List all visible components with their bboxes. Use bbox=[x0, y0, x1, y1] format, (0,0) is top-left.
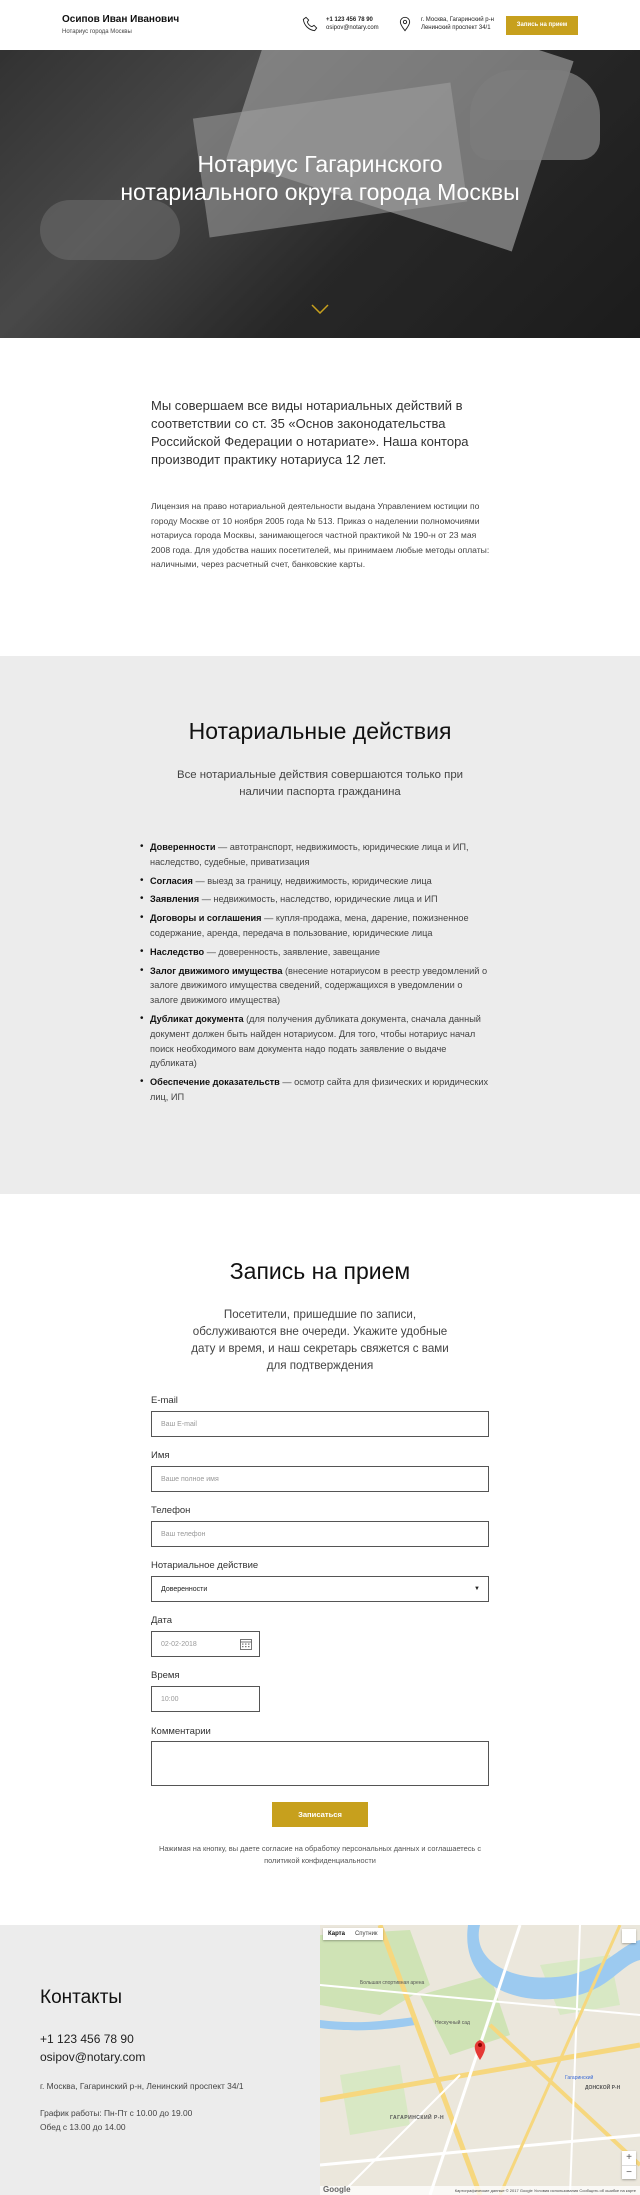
map-tab-satellite[interactable]: Спутник bbox=[354, 1931, 378, 1937]
map-widget[interactable] bbox=[320, 1925, 640, 2195]
booking-section bbox=[0, 1194, 640, 1925]
notary-name: Осипов Иван Иванович bbox=[62, 14, 180, 25]
hero-title: Нотариус Гагаринского нотариального округа города Москвы bbox=[120, 151, 520, 205]
comment-textarea[interactable] bbox=[151, 1741, 489, 1786]
actions-subtitle: Все нотариальные действия совершаются только при наличии паспорта гражданина bbox=[176, 769, 464, 798]
action-term: Согласия bbox=[150, 875, 193, 886]
bullet-icon: • bbox=[140, 1012, 144, 1024]
map-label-gagarinsky: Гагаринский bbox=[565, 2075, 594, 2081]
action-list-item bbox=[140, 911, 492, 941]
map-attribution: Картографические данные © 2017 Google Условия использования Сообщить об ошибке на карте bbox=[320, 2186, 640, 2195]
booking-title: Запись на прием bbox=[229, 1258, 411, 1284]
contacts-phone[interactable]: +1 123 456 78 90 bbox=[40, 2032, 134, 2046]
comment-label: Комментарии bbox=[151, 1726, 211, 1737]
action-list-item bbox=[140, 964, 492, 1008]
notary-subtitle: Нотариус города Москвы bbox=[62, 29, 132, 35]
contacts-hours: График работы: Пн-Пт с 10.00 до 19.00 bbox=[40, 2108, 193, 2118]
map-canvas[interactable] bbox=[320, 1925, 640, 2195]
site-header bbox=[0, 0, 640, 50]
action-list-item bbox=[140, 945, 492, 960]
name-field[interactable]: Ваше полное имя bbox=[151, 1466, 489, 1492]
booking-subtitle: Посетители, пришедшие по записи, обслуживаются вне очереди. Укажите удобные дату и время, и наш секретарь свяжется с вами для подтверждения bbox=[191, 1308, 449, 1372]
contacts-title: Контакты bbox=[40, 1987, 123, 2008]
hero-section bbox=[0, 50, 640, 338]
action-description: — автотранспорт, недвижимость, юридические лица и ИП, наследство, судебные, приватизация bbox=[150, 842, 469, 867]
action-list-item bbox=[140, 874, 492, 889]
action-select-label: Нотариальное действие bbox=[151, 1560, 259, 1571]
actions-list bbox=[140, 840, 492, 1109]
date-placeholder: 02-02-2018 bbox=[161, 1640, 197, 1648]
map-label-garden: Нескучный сад bbox=[435, 2020, 470, 2026]
map-tab-map[interactable]: Карта bbox=[328, 1931, 345, 1937]
action-term: Обеспечение доказательств bbox=[150, 1077, 280, 1088]
chevron-down-icon[interactable] bbox=[311, 304, 329, 314]
contacts-email[interactable]: osipov@notary.com bbox=[40, 2050, 146, 2064]
action-description: — купля-продажа, мена, дарение, пожизненное содержание, аренда, передача в пользование, юридические лица bbox=[150, 913, 469, 938]
action-term: Наследство bbox=[150, 946, 205, 957]
action-term: Залог движимого имущества bbox=[150, 965, 283, 976]
bullet-icon: • bbox=[140, 893, 144, 905]
header-address-line2: Ленинский проспект 34/1 bbox=[421, 25, 491, 31]
action-term: Договоры и соглашения bbox=[150, 913, 262, 924]
action-term: Заявления bbox=[150, 894, 200, 905]
action-description: — осмотр сайта для физических и юридических лиц, ИП bbox=[150, 1077, 489, 1102]
email-label: E-mail bbox=[151, 1395, 178, 1406]
map-label-arena: Большая спортивная арена bbox=[360, 1980, 425, 1986]
phone-label: Телефон bbox=[151, 1505, 191, 1516]
date-field[interactable] bbox=[151, 1631, 260, 1657]
contacts-section bbox=[0, 1925, 320, 2195]
action-list-item bbox=[140, 840, 492, 870]
about-license-text: Лицензия на право нотариальной деятельности выдана Управлением юстиции по городу Москве от 10 ноября 2005 года № 513. Приказ о наделении полномочиями нотариуса города Москвы, занимающегося частной практикой № 190-н от 23 мая 2008 года. Для удобства наших посетителей, мы принимаем любые методы оплаты: наличными, через расчетный счет, банковские карты. bbox=[151, 501, 490, 570]
bullet-icon: • bbox=[140, 874, 144, 886]
google-logo: Google bbox=[323, 2185, 351, 2194]
map-label-donskoy: ДОНСКОЙ Р-Н bbox=[585, 2085, 621, 2091]
action-list-item bbox=[140, 1075, 492, 1105]
contacts-lunch: Обед с 13.00 до 14.00 bbox=[40, 2122, 126, 2132]
about-lead: Мы совершаем все виды нотариальных действий в соответствии со ст. 35 «Основ законодательства Российской Федерации о нотариате». Наша контора производит практику нотариуса 12 лет. bbox=[151, 398, 469, 467]
action-description: (для получения дубликата документа, сначала данный документ должен быть найден нотариусом. Для того, чтобы нотариус начал поиск необходимого вам документа надо подать заявление о выдаче дубликата) bbox=[150, 1013, 481, 1069]
fullscreen-icon[interactable] bbox=[622, 1929, 636, 1943]
bullet-icon: • bbox=[140, 912, 144, 924]
action-select-value: Доверенности bbox=[161, 1585, 208, 1593]
action-select[interactable] bbox=[151, 1576, 489, 1602]
date-label: Дата bbox=[151, 1615, 173, 1626]
name-label: Имя bbox=[151, 1450, 170, 1461]
contacts-address: г. Москва, Гагаринский р-н, Ленинский проспект 34/1 bbox=[40, 2081, 244, 2091]
submit-button[interactable]: Записаться bbox=[272, 1802, 368, 1827]
action-term: Доверенности bbox=[150, 842, 216, 852]
brand[interactable] bbox=[62, 14, 179, 35]
action-description: — недвижимость, наследство, юридические лица и ИП bbox=[199, 894, 438, 905]
actions-title: Нотариальные действия bbox=[188, 718, 452, 744]
phone-field[interactable]: Ваш телефон bbox=[151, 1521, 489, 1547]
action-description: — выезд за границу, недвижимость, юридические лица bbox=[192, 875, 432, 886]
bullet-icon: • bbox=[140, 1076, 144, 1088]
phone-icon bbox=[302, 16, 318, 32]
action-description: (внесение нотариусом в реестр уведомлений о залоге движимого имущества сведений, содержащихся в уведомлении о залоге движимого имущества) bbox=[150, 965, 488, 1006]
action-term: Дубликат документа bbox=[150, 1013, 244, 1024]
header-email[interactable]: osipov@notary.com bbox=[326, 25, 379, 31]
action-description: — доверенность, заявление, завещание bbox=[204, 946, 381, 957]
header-phone[interactable]: +1 123 456 78 90 bbox=[326, 17, 373, 23]
bullet-icon: • bbox=[140, 841, 144, 852]
action-list-item bbox=[140, 1012, 492, 1071]
about-section bbox=[0, 338, 640, 656]
caret-down-icon: ▼ bbox=[474, 1586, 480, 1592]
zoom-in-button[interactable]: + bbox=[626, 2152, 632, 2163]
notary-actions-section bbox=[0, 656, 640, 1194]
header-address-block bbox=[397, 16, 494, 32]
map-type-tabs bbox=[323, 1928, 383, 1940]
time-label: Время bbox=[151, 1670, 180, 1681]
consent-text: Нажимая на кнопку, вы даете согласие на обработку персональных данных и соглашаетесь с политикой конфиденциальности bbox=[158, 1844, 482, 1865]
header-phone-block bbox=[302, 16, 379, 32]
map-zoom-controls bbox=[622, 2151, 636, 2179]
time-field[interactable]: 10:00 bbox=[151, 1686, 260, 1712]
zoom-out-button[interactable]: − bbox=[622, 2165, 636, 2179]
header-address-line1: г. Москва, Гагаринский р-н bbox=[421, 17, 494, 23]
calendar-icon[interactable] bbox=[240, 1638, 252, 1650]
action-list-item bbox=[140, 892, 492, 907]
location-pin-icon bbox=[397, 16, 413, 32]
bullet-icon: • bbox=[140, 964, 144, 976]
email-field[interactable]: Ваш E-mail bbox=[151, 1411, 489, 1437]
bullet-icon: • bbox=[140, 945, 144, 957]
header-booking-button[interactable]: Запись на прием bbox=[506, 16, 578, 35]
map-label-district: ГАГАРИНСКИЙ Р-Н bbox=[390, 2115, 445, 2121]
